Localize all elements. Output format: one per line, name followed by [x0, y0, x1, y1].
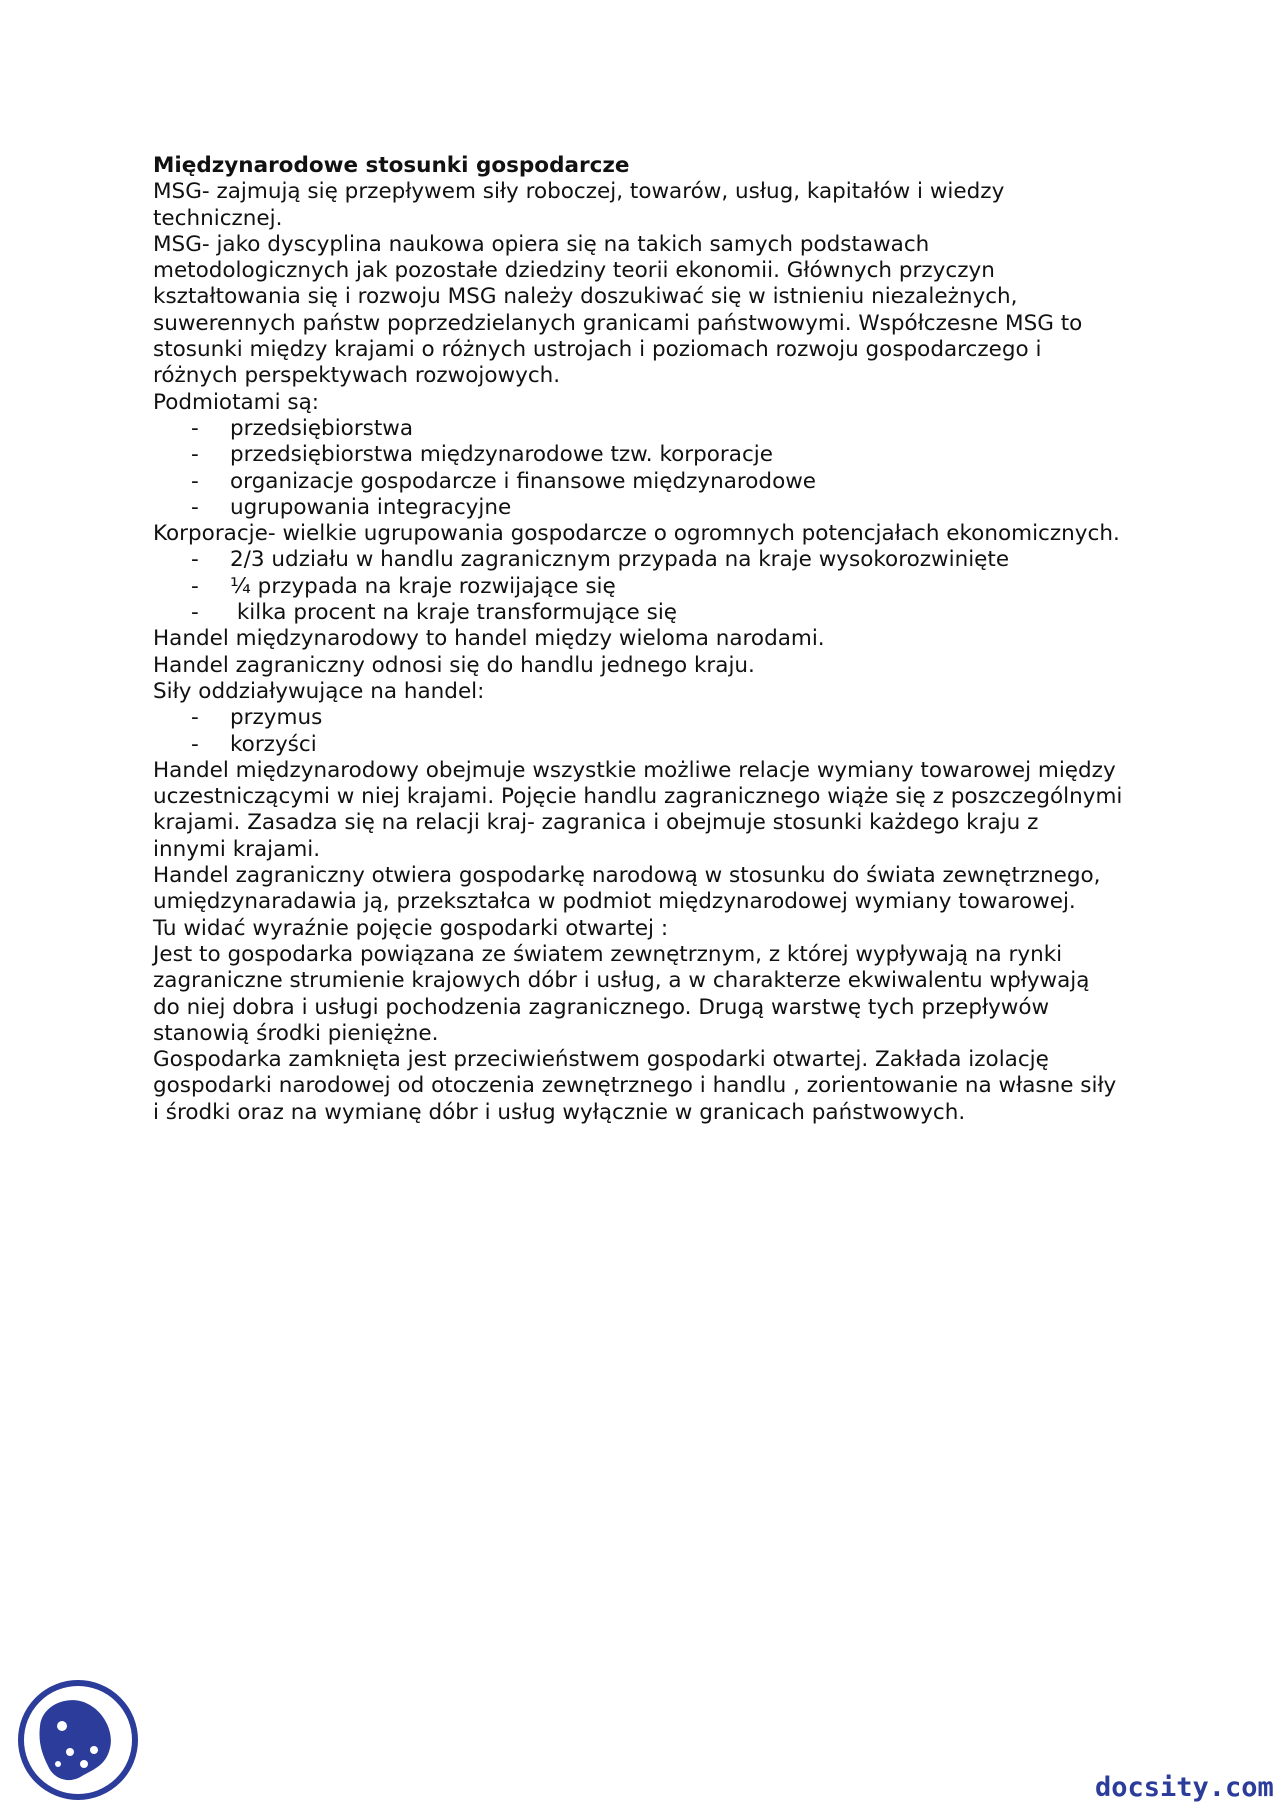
list-item: [153, 442, 1153, 468]
paragraph-line: stanowią środki pieniężne.: [153, 1020, 439, 1046]
document-body: [153, 153, 1153, 1126]
list-item-text: przedsiębiorstwa: [230, 415, 414, 441]
list-item: [153, 547, 1153, 573]
bullet-marker: -: [191, 442, 199, 468]
bullet-marker: -: [191, 547, 199, 573]
list-item: [153, 416, 1153, 442]
bullet-marker: -: [191, 731, 199, 757]
paragraph-line: zagraniczne strumienie krajowych dóbr i usług, a w charakterze ekwiwalentu wpływają: [153, 968, 1090, 994]
paragraph-line: Handel międzynarodowy to handel między wieloma narodami.: [153, 626, 825, 652]
bullet-marker: -: [191, 468, 199, 494]
paragraph-line: Korporacje- wielkie ugrupowania gospodarcze o ogromnych potencjałach ekonomicznych.: [153, 521, 1120, 547]
list-item: [153, 495, 1153, 521]
paragraph-line: różnych perspektywach rozwojowych.: [153, 363, 561, 389]
bullet-marker: -: [191, 705, 199, 731]
list-item-text: ¼ przypada na kraje rozwijające się: [230, 573, 616, 599]
paragraph-line: Jest to gospodarka powiązana ze światem zewnętrznym, z której wypływają na rynki: [153, 941, 1063, 967]
paragraph-line: Gospodarka zamknięta jest przeciwieństwem gospodarki otwartej. Zakłada izolację: [153, 1047, 1049, 1073]
list-item: [153, 705, 1153, 731]
list-item: [153, 574, 1153, 600]
paragraph-line: technicznej.: [153, 205, 283, 231]
paragraph-line: stosunki między krajami o różnych ustrojach i poziomach rozwoju gospodarczego i: [153, 337, 1042, 363]
bullet-marker: -: [191, 573, 199, 599]
brand-name[interactable]: docsity.com: [1095, 1772, 1274, 1803]
bullet-marker: -: [191, 600, 199, 626]
paragraph-line: suwerennych państw poprzedzielanych granicami państwowymi. Współczesne MSG to: [153, 310, 1083, 336]
bullet-marker: -: [191, 415, 199, 441]
list-item: [153, 600, 1153, 626]
paragraph-line: gospodarki narodowej od otoczenia zewnętrznego i handlu , zorientowanie na własne siły: [153, 1073, 1117, 1099]
paragraph-line: MSG- zajmują się przepływem siły roboczej, towarów, usług, kapitałów i wiedzy: [153, 179, 1005, 205]
list-item: [153, 732, 1153, 758]
list-item-text: przedsiębiorstwa międzynarodowe tzw. korporacje: [230, 442, 773, 468]
paragraph-line: krajami. Zasadza się na relacji kraj- zagranica i obejmuje stosunki każdego kraju z: [153, 810, 1039, 836]
list-item-text: organizacje gospodarcze i finansowe międzynarodowe: [230, 468, 817, 494]
paragraph-line: do niej dobra i usługi pochodzenia zagranicznego. Drugą warstwę tych przepływów: [153, 994, 1050, 1020]
list-item: [153, 469, 1153, 495]
paragraph-line: Podmiotami są:: [153, 389, 320, 415]
paragraph-line: metodologicznych jak pozostałe dziedziny teorii ekonomii. Głównych przyczyn: [153, 258, 995, 284]
list-item-text: 2/3 udziału w handlu zagranicznym przypada na kraje wysokorozwinięte: [230, 547, 1010, 573]
paragraph-line: uczestniczącymi w niej krajami. Pojęcie handlu zagranicznego wiąże się z poszczególnymi: [153, 784, 1123, 810]
paragraph-line: Siły oddziaływujące na handel:: [153, 678, 485, 704]
paragraph-line: i środki oraz na wymianę dóbr i usług wyłącznie w granicach państwowych.: [153, 1099, 966, 1125]
bullet-marker: -: [191, 494, 199, 520]
paragraph-line: Handel zagraniczny odnosi się do handlu jednego kraju.: [153, 652, 755, 678]
paragraph-line: Handel zagraniczny otwiera gospodarkę narodową w stosunku do świata zewnętrznego,: [153, 863, 1101, 889]
paragraph-line: Handel międzynarodowy obejmuje wszystkie możliwe relacje wymiany towarowej między: [153, 757, 1116, 783]
list-item-text: kilka procent na kraje transformujące się: [230, 600, 678, 626]
docsity-logo-icon: [18, 1680, 138, 1800]
list-item-text: ugrupowania integracyjne: [230, 494, 512, 520]
paragraph-line: kształtowania się i rozwoju MSG należy doszukiwać się w istnieniu niezależnych,: [153, 284, 1018, 310]
paragraph-line: umiędzynaradawia ją, przekształca w podmiot międzynarodowej wymiany towarowej.: [153, 889, 1076, 915]
document-title: Międzynarodowe stosunki gospodarcze: [153, 153, 630, 178]
paragraph-line: MSG- jako dyscyplina naukowa opiera się na takich samych podstawach: [153, 231, 930, 257]
paragraph-line: Tu widać wyraźnie pojęcie gospodarki otwartej :: [153, 915, 669, 941]
list-item-text: korzyści: [230, 731, 317, 757]
list-item-text: przymus: [230, 705, 323, 731]
paragraph-line: innymi krajami.: [153, 836, 321, 862]
